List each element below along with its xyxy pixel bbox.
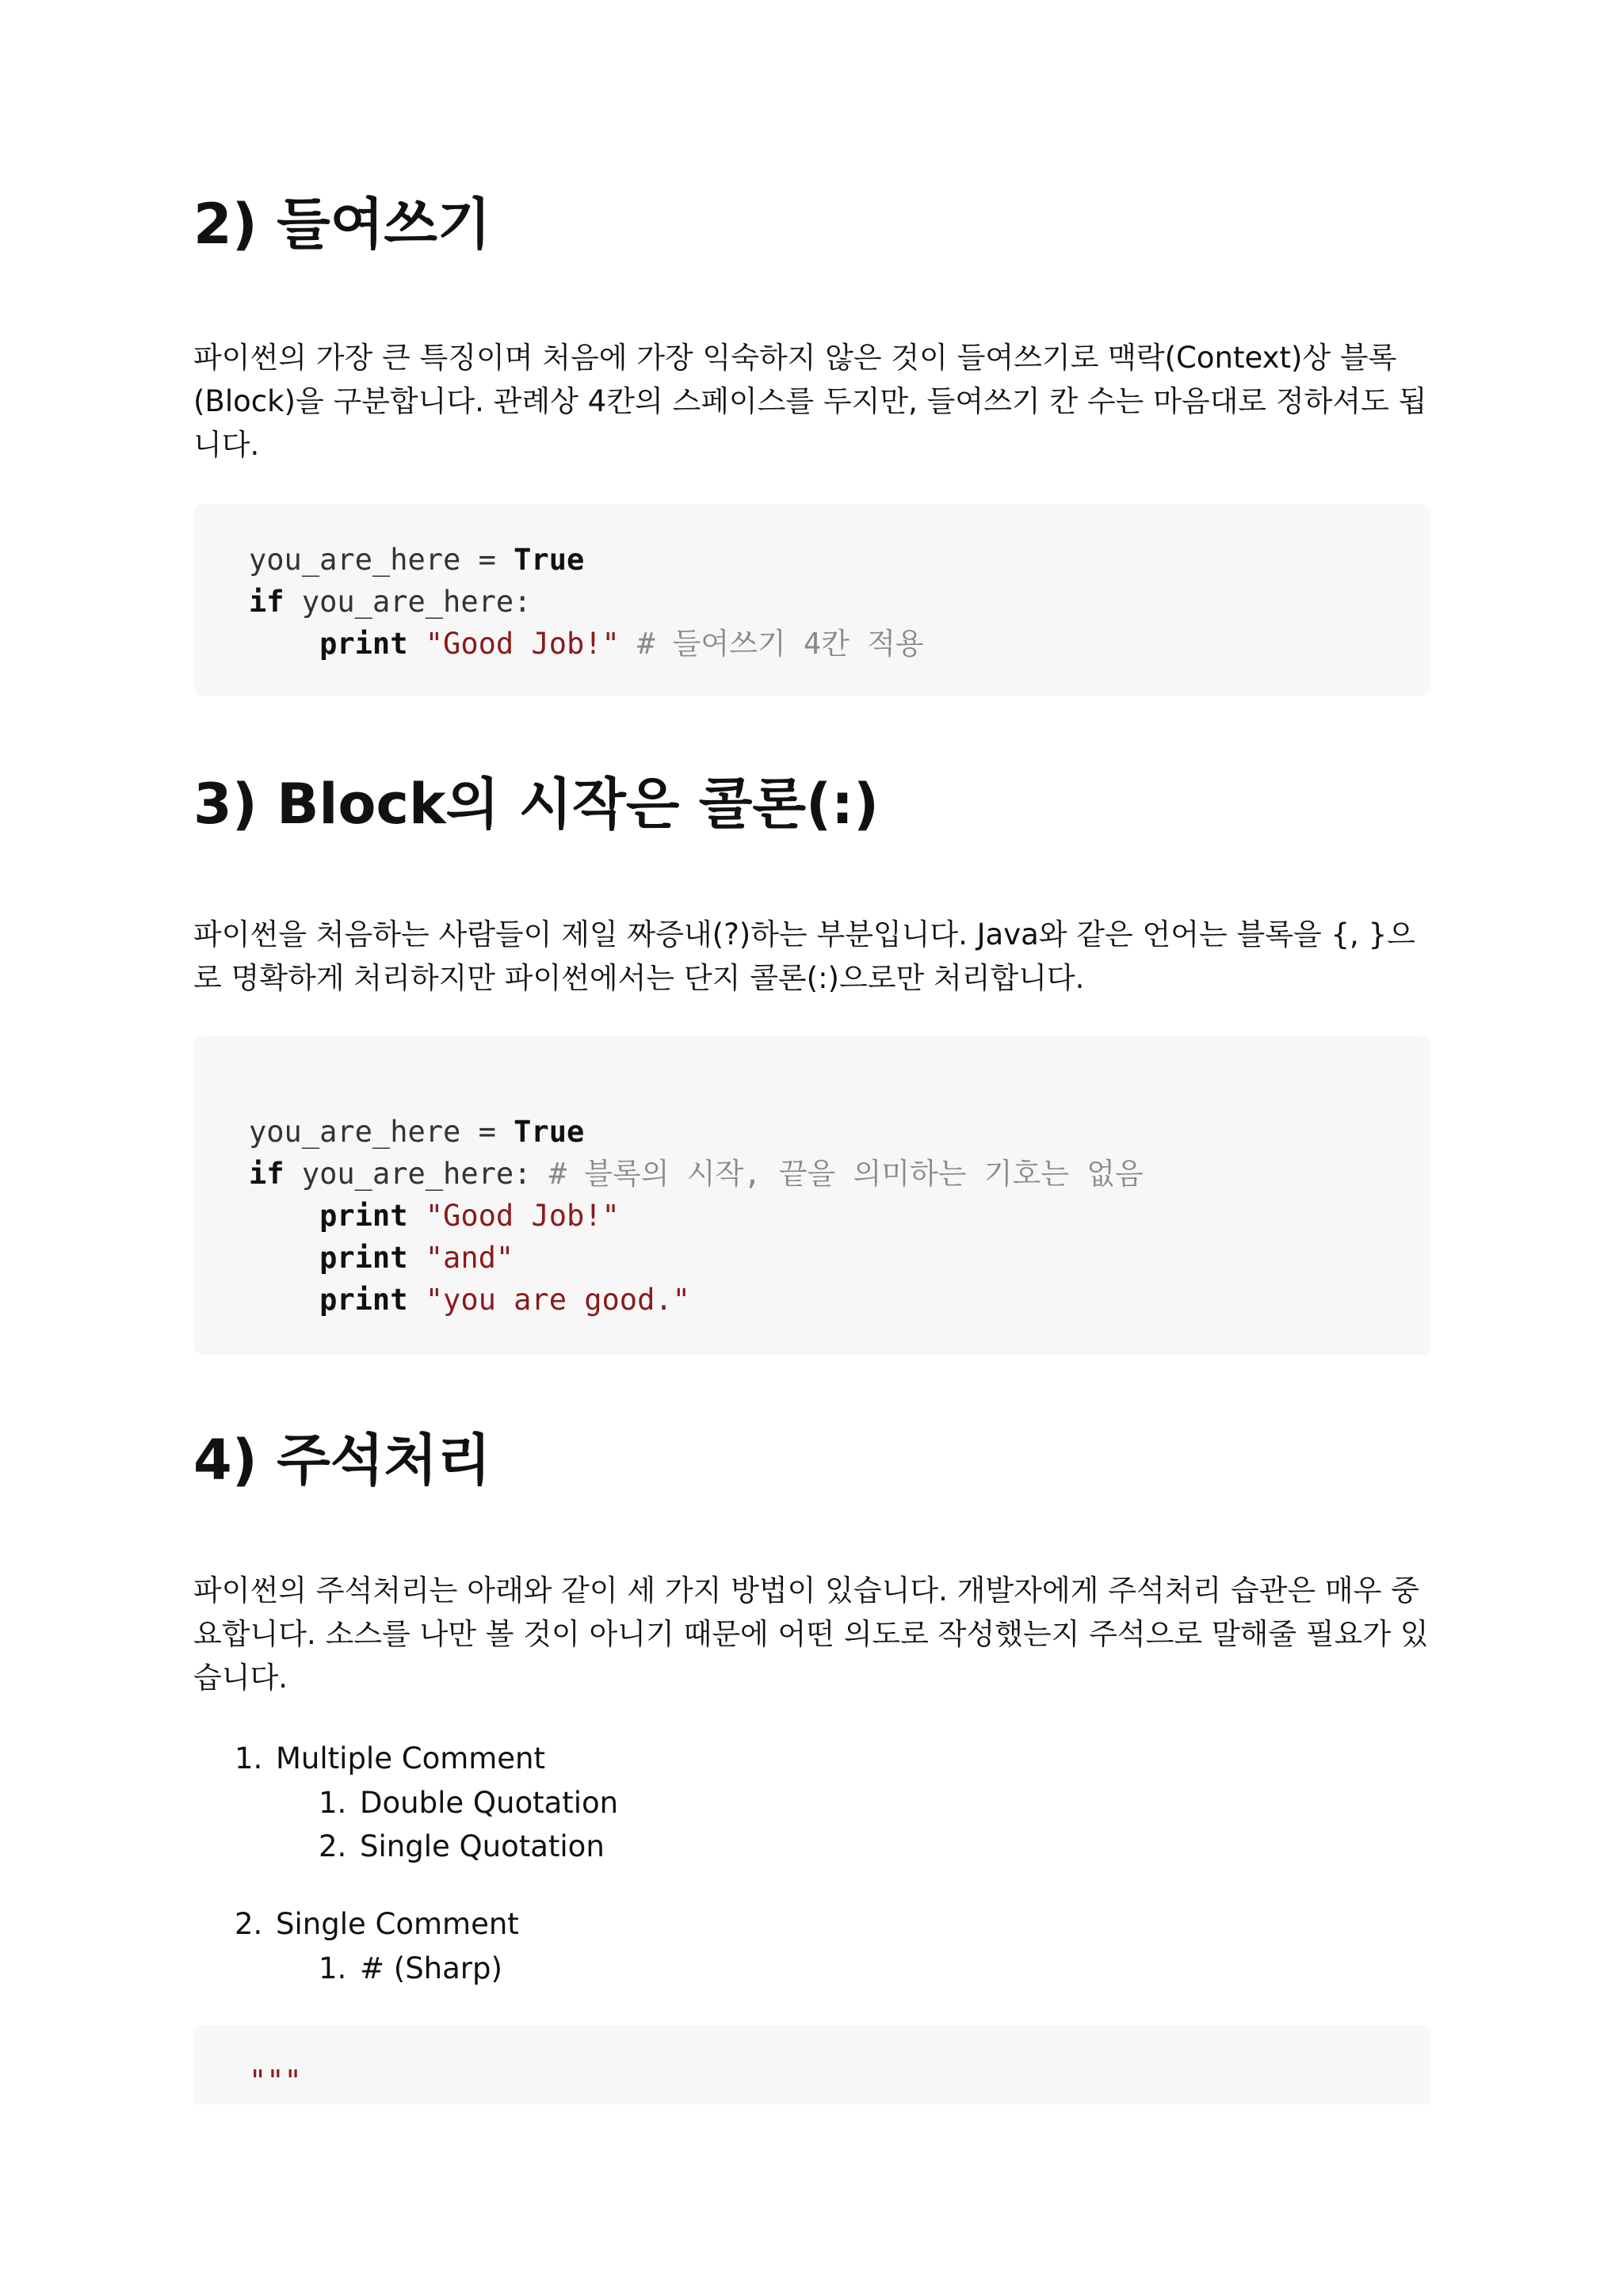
list-item: 1. # (Sharp) — [319, 1951, 502, 1985]
list-item: 2. Single Comment — [235, 1907, 519, 1941]
list-item: 1. Double Quotation — [319, 1786, 619, 1820]
code-text: you_are_here = True if you_are_here: # 블록의 시작, 끝을 의미하는 기호는 없음 print "Good Job!" print "and" print "you are good." — [249, 1115, 1144, 1317]
code-block-comments — [193, 2025, 1431, 2104]
code-block-indentation — [193, 504, 1431, 696]
paragraph-comments: 파이썬의 주석처리는 아래와 같이 세 가지 방법이 있습니다. 개발자에게 주석처리 습관은 매우 중요합니다. 소스를 나만 볼 것이 아니기 때문에 어떤 의도로 작성했는지 주석으로 말해줄 필요가 있습니다. — [193, 1573, 1429, 1695]
paragraph-indentation: 파이썬의 가장 큰 특징이며 처음에 가장 익숙하지 않은 것이 들여쓰기로 맥락(Context)상 블록(Block)을 구분합니다. 관례상 4칸의 스페이스를 두지만, 들여쓰기 칸 수는 마음대로 정하셔도 됩니다. — [193, 341, 1427, 462]
section-heading-comments: 4) 주석처리 — [193, 1428, 491, 1493]
section-heading-indentation: 2) 들여쓰기 — [193, 192, 491, 257]
code-text: """ — [249, 2064, 302, 2098]
section-heading-block-colon: 3) Block의 시작은 콜론(:) — [193, 772, 879, 837]
list-item: 2. Single Quotation — [319, 1829, 605, 1863]
paragraph-block-colon: 파이썬을 처음하는 사람들이 제일 짜증내(?)하는 부분입니다. Java와 같은 언어는 블록을 {, }으로 명확하게 처리하지만 파이썬에서는 단지 콜론(:)으로만 처리합니다. — [193, 917, 1415, 995]
code-text: you_are_here = True if you_are_here: print "Good Job!" # 들여쓰기 4칸 적용 — [249, 543, 924, 661]
list-item: 1. Multiple Comment — [235, 1741, 546, 1775]
code-block-colon — [193, 1036, 1431, 1355]
